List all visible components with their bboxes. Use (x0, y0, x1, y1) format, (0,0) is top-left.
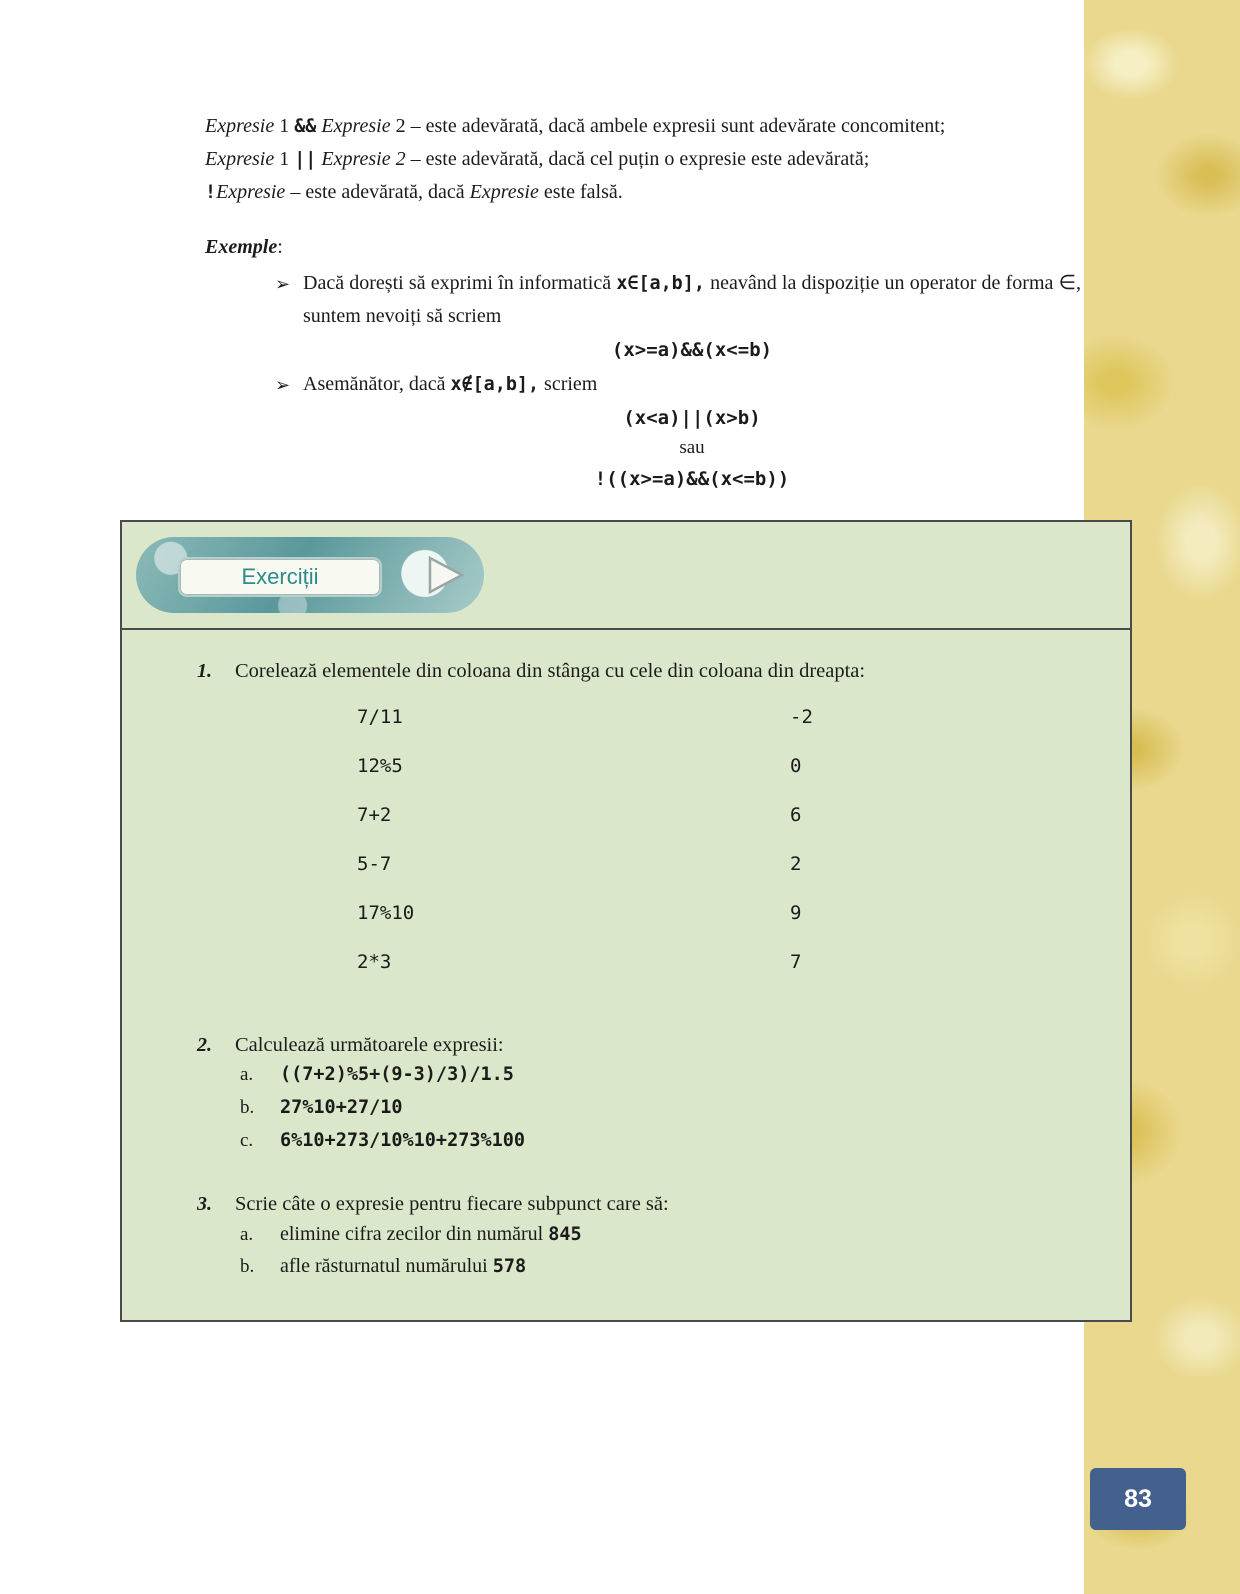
match-left-value: 17%10 (357, 902, 415, 924)
text-segment: Asemănător, dacă (303, 373, 451, 395)
exercise-text: Corelează elementele din coloana din stânga cu cele din coloana din dreapta: (235, 660, 866, 682)
match-right-value: -2 (790, 706, 813, 728)
text-segment: 1 (274, 148, 295, 170)
exercises-label: Exerciții (241, 564, 319, 589)
item-label: c. (240, 1130, 254, 1151)
text-segment: Expresie (316, 115, 391, 137)
exercise-number: 1. (197, 660, 212, 682)
item-label: b. (240, 1097, 255, 1118)
text-segment: Expresie (205, 148, 275, 170)
text-segment: 1 (274, 115, 295, 137)
calc-sublist (240, 1064, 1130, 1163)
header-decoration (136, 537, 484, 613)
item-code: 6%10+273/10%10+273%100 (280, 1130, 526, 1151)
code-line-range-and: (x>=a)&&(x<=b) (611, 339, 773, 361)
match-row (357, 951, 1130, 1000)
exercises-header (122, 522, 1130, 630)
calc-item (240, 1064, 1130, 1097)
sau-text: sau (679, 437, 705, 458)
intro-text-block (205, 110, 1090, 494)
match-right-value: 9 (790, 902, 802, 924)
text-segment: elimine cifra zecilor din numărul (280, 1223, 549, 1245)
item-label: a. (240, 1224, 254, 1245)
bullet-text (303, 373, 597, 395)
match-right-value: 2 (790, 853, 802, 875)
text-segment: , suntem nevoiți să scriem (303, 272, 1082, 327)
match-row (357, 706, 1130, 755)
exercise-3 (197, 1189, 1130, 1219)
match-right-value: 7 (790, 951, 802, 973)
exercise-1 (197, 656, 1130, 686)
match-table (357, 706, 1130, 1000)
write-item (240, 1223, 1130, 1255)
match-left-value: 2*3 (357, 951, 392, 973)
page-number-badge (1090, 1468, 1186, 1530)
examples-heading (205, 231, 1090, 264)
item-code: 27%10+27/10 (280, 1097, 403, 1118)
match-right-value: 0 (790, 755, 802, 777)
match-row (357, 902, 1130, 951)
text-segment: Expresie (469, 181, 539, 203)
exercise-2 (197, 1030, 1130, 1060)
item-code: 578 (492, 1256, 527, 1277)
text-segment: Expresie (216, 181, 286, 203)
play-icon (424, 554, 468, 596)
text-segment: afle răsturnatul numărului (280, 1255, 493, 1277)
code-inline: x∈[a,b], (616, 273, 705, 294)
page-number: 83 (1124, 1484, 1152, 1513)
exercises-box (120, 520, 1132, 1322)
text-segment: scriem (539, 373, 598, 395)
example-bullet-1 (275, 267, 1081, 333)
arrow-bullet-icon: ➢ (275, 375, 291, 395)
item-text (280, 1255, 526, 1278)
bullet-text (303, 272, 1081, 327)
code-line-range-or: (x<a)||(x>b) (623, 407, 761, 429)
item-text (280, 1223, 582, 1246)
match-left-value: 7+2 (357, 804, 392, 826)
operator-and: && (294, 116, 317, 137)
match-left-value: 5-7 (357, 853, 392, 875)
item-code: ((7+2)%5+(9-3)/3)/1.5 (280, 1064, 514, 1085)
arrow-bullet-icon: ➢ (275, 274, 291, 294)
item-label: b. (240, 1256, 255, 1277)
text-segment: Expresie (205, 115, 275, 137)
match-left-value: 12%5 (357, 755, 403, 777)
write-sublist (240, 1223, 1130, 1287)
element-of-symbol: ∈ (1058, 272, 1077, 294)
code-line-negated: !((x>=a)&&(x<=b)) (594, 468, 790, 490)
write-item (240, 1255, 1130, 1287)
exercises-body (122, 630, 1130, 1287)
calc-item (240, 1130, 1130, 1163)
text-segment: Expresie 2 (316, 148, 406, 170)
exercise-number: 2. (197, 1034, 212, 1056)
item-code: 845 (548, 1224, 582, 1245)
exercise-number: 3. (197, 1193, 212, 1215)
item-label: a. (240, 1064, 254, 1085)
example-bullet-2 (275, 368, 1081, 401)
match-left-value: 7/11 (357, 706, 403, 728)
match-row (357, 804, 1130, 853)
match-row (357, 853, 1130, 902)
match-row (357, 755, 1130, 804)
code-inline: x∉[a,b], (450, 374, 540, 395)
rule-line-and (205, 110, 1090, 143)
text-segment: este falsă. (538, 181, 623, 203)
text-segment: Dacă dorești să exprimi în informatică (303, 272, 617, 294)
operator-or: || (294, 149, 317, 170)
exercise-text: Scrie câte o expresie pentru fiecare subpunct care să: (235, 1193, 669, 1215)
exercises-pill (178, 557, 382, 597)
calc-item (240, 1097, 1130, 1130)
exercise-text: Calculează următoarele expresii: (235, 1034, 504, 1056)
text-segment: – este adevărată, dacă (285, 181, 470, 203)
rule-line-not (205, 176, 1090, 209)
operator-not: ! (205, 182, 217, 203)
text-segment: : (277, 236, 283, 258)
text-segment: neavând la dispoziție un operator de forma (704, 272, 1059, 294)
match-right-value: 6 (790, 804, 802, 826)
text-segment: 2 – este adevărată, dacă ambele expresii sunt adevărate concomitent; (390, 115, 946, 137)
heading-text: Exemple (205, 236, 278, 258)
rule-line-or (205, 143, 1090, 176)
text-segment: – este adevărată, dacă cel puțin o expresie este adevărată; (405, 148, 870, 170)
